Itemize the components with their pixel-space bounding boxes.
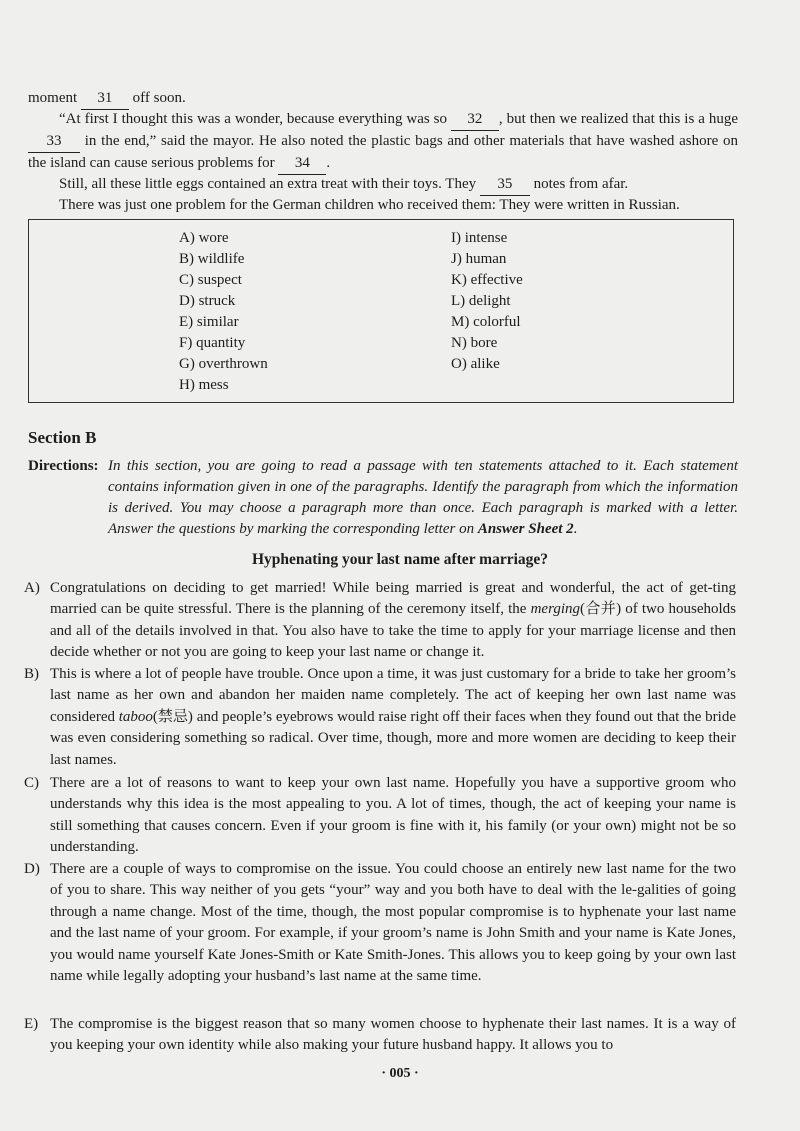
word-option: M) colorful	[451, 314, 521, 330]
chinese-gloss: (禁忌)	[152, 708, 193, 725]
paragraph-c	[24, 773, 736, 859]
word-option: N) bore	[451, 335, 498, 351]
word-option: C) suspect	[179, 272, 242, 288]
blank-31: 31	[81, 88, 129, 110]
blank-34: 34	[278, 153, 326, 175]
word-option: K) effective	[451, 272, 523, 288]
paragraph-text	[50, 664, 736, 771]
paragraph-text: There are a couple of ways to compromise on the issue. You could choose an entirely new last name for the two of you to share. This way neither of you gets “your” way and you both have to deal with the le-galities of going through a name change. Most of the time, though, the most popular compromise is to hyphenate your last name and the last name of your groom. For example, if your groom’s name is John Smith and your name is Kate Jones, you would name yourself Kate Jones-Smith or Kate Smith-Jones. This allows you to keep going by your own last name while legally adopting your husband’s last name at the same time.	[50, 861, 736, 985]
text: In this section, you are going to read a passage with ten statements attached to it. Each statement contains information given in one of the paragraphs. Identify the paragraph from which the information is derived. You may choose a paragraph more than once. Each paragraph is marked with a letter. Answer the questions by marking the corresponding letter on	[108, 458, 738, 537]
directions	[28, 456, 738, 540]
answer-sheet-label: Answer Sheet 2	[477, 521, 574, 537]
word-option: A) wore	[179, 230, 229, 246]
passage-title: Hyphenating your last name after marriage?	[251, 551, 549, 568]
text: notes from afar.	[529, 176, 629, 192]
text: “At first I thought this was a wonder, because everything was so	[59, 111, 451, 127]
word-bank-box	[28, 219, 734, 403]
directions-label: Directions:	[28, 458, 99, 474]
paragraph-label: C)	[24, 775, 39, 791]
page-number: · 005 ·	[381, 1066, 419, 1081]
word-option: D) struck	[179, 293, 236, 309]
word-option: E) similar	[179, 314, 239, 330]
text: Congratulations on deciding to get married! While being married is great and wonderful, the act of get-ting married can be quite stressful. There is the planning of the ceremony itself, the	[50, 580, 736, 618]
word-option: G) overthrown	[179, 356, 268, 372]
paragraph-label: B)	[24, 666, 39, 682]
cloze-paragraph-3	[28, 174, 738, 196]
paragraph-e	[24, 1014, 736, 1057]
blank-35: 35	[480, 174, 530, 196]
text: Still, all these little eggs contained an extra treat with their toys. They	[59, 176, 480, 192]
text: and people’s eyebrows would raise right off their faces when they found out that the bride was even considering something so radical. Over time, though, more and more women are deciding to keep their last names.	[50, 708, 736, 768]
paragraph-label: D)	[24, 861, 40, 877]
paragraph-d	[24, 859, 736, 987]
word-bank-left-column	[179, 228, 268, 396]
cloze-line-1	[28, 88, 738, 110]
word-option: L) delight	[451, 293, 511, 309]
paragraph-a	[24, 578, 736, 664]
blank-33: 33	[28, 131, 80, 153]
paragraph-b	[24, 664, 736, 771]
word-option: B) wildlife	[179, 251, 245, 267]
word-option: I) intense	[451, 230, 508, 246]
paragraph-text: There are a lot of reasons to want to keep your own last name. Hopefully you have a supportive groom who understands why this idea is the most appealing to you. A lot of times, though, the act of keeping your name is still something that causes concern. Even if your groom is fine with it, his family (or your own) might not be so understanding.	[50, 775, 736, 856]
word-option: J) human	[451, 251, 507, 267]
paragraph-label: A)	[24, 580, 40, 596]
blank-32: 32	[451, 109, 499, 131]
text: .	[573, 521, 578, 537]
text: in the end,” said the mayor. He also noted the plastic bags and other materials that have washed ashore on the island can cause serious problems for	[28, 133, 738, 171]
text: This is where a lot of people have trouble. Once upon a time, it was just customary for a bride to take her groom’s last name as her own and abandon her maiden name completely. The act of keeping her own last name was considered	[50, 666, 736, 725]
paragraph-text	[50, 578, 736, 664]
text: moment	[28, 90, 81, 106]
word-bank-right-column	[451, 228, 523, 375]
text: , but then we realized that this is a huge	[498, 111, 738, 127]
word-option: F) quantity	[179, 335, 246, 351]
paragraph-text: The compromise is the biggest reason that so many women choose to hyphenate their last names. It is a way of you keeping your own identity while also making your future husband happy. It allows you to	[50, 1016, 736, 1054]
cloze-paragraph-4: There was just one problem for the German children who received them: They were written in Russian.	[59, 197, 680, 213]
italic-term: taboo	[118, 708, 153, 725]
text: off soon.	[128, 90, 186, 106]
section-title: Section B	[28, 428, 97, 447]
text: of two households and all of the details involved in that. You also have to take the time to apply for your marriage license and then decide whether or not you are going to keep your last name or change it.	[50, 601, 736, 661]
word-option: H) mess	[179, 377, 229, 393]
text: .	[326, 155, 331, 171]
paragraph-label: E)	[24, 1016, 39, 1032]
word-option: O) alike	[451, 356, 500, 372]
italic-term: merging	[530, 601, 581, 618]
directions-text	[108, 456, 738, 540]
cloze-paragraph-2	[28, 109, 738, 175]
chinese-gloss: (合并)	[580, 601, 622, 618]
